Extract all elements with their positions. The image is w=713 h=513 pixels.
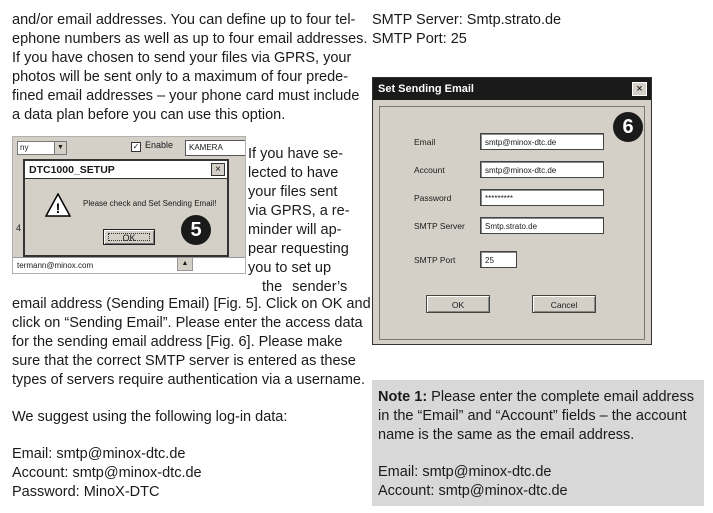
note-label: Note 1: [378,389,428,405]
password-field[interactable]: ********* [480,189,604,206]
password-label: Password [414,193,452,203]
cancel-button[interactable]: Cancel [532,295,596,313]
cred-account: Account: smtp@minox-dtc.de [12,465,202,481]
smtp-server-label: SMTP Server [414,221,465,231]
continue-line-2: click on “Sending Email”. Please enter the access data [12,315,363,331]
wrap-line-7: you to set up [248,260,332,276]
intro-line-2: ephone numbers as well as up to four email addresses. [12,31,368,47]
suggest-line: We suggest using the following log-in data: [12,409,288,425]
background-email-field: termann@minox.com [13,257,245,273]
email-label: Email [414,137,436,147]
focus-rect [108,233,150,241]
account-label: Account [414,165,445,175]
ok-button[interactable]: OK [426,295,490,313]
dialog-frame [379,106,645,340]
dialog-title: DTC1000_SETUP [25,161,227,179]
chevron-down-icon: ▼ [54,142,66,154]
note-email-line: Email: smtp@minox-dtc.de [378,464,552,480]
dialog-title: Set Sending Email [373,78,651,100]
figure-5-badge: 5 [181,215,211,245]
close-icon[interactable]: × [632,82,647,96]
intro-line-6: a data plan before you can use this option. [12,107,286,123]
note-line-1-text: Please enter the complete email address [427,389,694,405]
note-account-line: Account: smtp@minox-dtc.de [378,483,568,499]
intro-line-5: fined email addresses – your phone card must include [12,88,360,104]
note-line-2: in the “Email” and “Account” fields – the account [378,408,687,424]
svg-text:!: ! [55,200,61,216]
intro-line-1: and/or email addresses. You can define up to four tel- [12,12,356,28]
background-number-4: 4 [16,223,22,233]
smtp-server-field[interactable]: Smtp.strato.de [480,217,604,234]
wrap-line-6: pear requesting [248,241,349,257]
enable-label: Enable [145,140,174,150]
intro-line-3: If you have chosen to send your files via GPRS, your [12,50,352,66]
smtp-port-label: SMTP Port [414,255,456,265]
intro-line-4: photos will be sent only to a maximum of four prede- [12,69,349,85]
cred-email: Email: smtp@minox-dtc.de [12,446,186,462]
smtp-server-line: SMTP Server: Smtp.strato.de [372,12,562,28]
checkbox-checked-icon: ✓ [132,142,140,151]
continue-line-1: email address (Sending Email) [Fig. 5]. Click on OK and [12,296,371,312]
scroll-up-icon: ▲ [177,257,193,271]
background-select: ny ▼ [17,141,67,155]
email-field[interactable]: smtp@minox-dtc.de [480,133,604,150]
figure-5-screenshot [12,136,246,274]
ok-label: OK [122,233,136,243]
wrap-line-8: the sender’s [262,279,348,295]
warning-icon [45,193,71,217]
wrap-line-1: If you have se- [248,146,344,162]
continue-line-3: for the sending email address [Fig. 6]. Please make [12,334,343,350]
cred-password: Password: MinoX-DTC [12,484,160,500]
figure-6-badge: 6 [613,112,643,142]
note-line-3: name is the same as the email address. [378,427,635,443]
continue-line-5: types of servers require authentication via a username. [12,372,366,388]
ok-button[interactable] [103,229,155,245]
wrap-line-5: minder will ap- [248,222,342,238]
smtp-port-field[interactable]: 25 [480,251,517,268]
continue-line-4: sure that the correct SMTP server is entered as these [12,353,356,369]
note-box [372,380,704,506]
account-field[interactable]: smtp@minox-dtc.de [480,161,604,178]
wrap-line-4: via GPRS, a re- [248,203,350,219]
kamera-field: KAMERA [185,140,246,156]
note-line-1 [378,388,694,407]
close-icon[interactable]: × [211,163,225,176]
set-sending-email-dialog [372,77,652,345]
smtp-port-line: SMTP Port: 25 [372,31,467,47]
wrap-line-2: lected to have [248,165,339,181]
dialog-message: Please check and Set Sending Email! [83,199,217,208]
wrap-line-3: your files sent [248,184,338,200]
